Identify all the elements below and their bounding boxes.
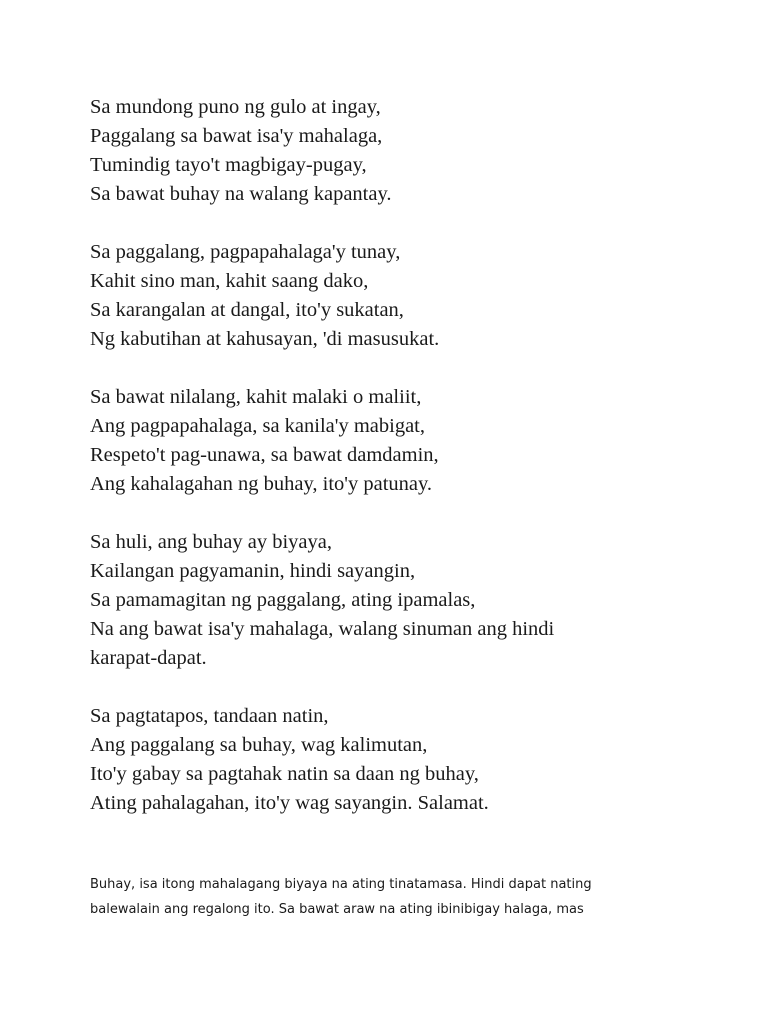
poem-line: Sa mundong puno ng gulo at ingay, xyxy=(90,96,381,118)
prose-paragraph xyxy=(90,872,690,922)
stanza-4 xyxy=(90,528,710,673)
poem-line: Paggalang sa bawat isa'y mahalaga, xyxy=(90,125,383,147)
poem-line: Tumindig tayo't magbigay-pugay, xyxy=(90,154,367,176)
poem-line: Ating pahalagahan, ito'y wag sayangin. Salamat. xyxy=(90,792,489,814)
poem-line: Kailangan pagyamanin, hindi sayangin, xyxy=(90,560,416,582)
poem-line: Ang paggalang sa buhay, wag kalimutan, xyxy=(90,734,428,756)
poem-line: Kahit sino man, kahit saang dako, xyxy=(90,270,369,292)
stanza-2 xyxy=(90,238,710,354)
poem-line: Respeto't pag-unawa, sa bawat damdamin, xyxy=(90,444,439,466)
stanza-3 xyxy=(90,383,710,499)
prose-line: Buhay, isa itong mahalagang biyaya na ating tinatamasa. Hindi dapat nating xyxy=(90,877,592,892)
poem-line: Ng kabutihan at kahusayan, 'di masusukat. xyxy=(90,328,440,350)
poem-line: karapat-dapat. xyxy=(90,647,207,669)
stanza-5 xyxy=(90,702,710,818)
prose-line: balewalain ang regalong ito. Sa bawat araw na ating ibinibigay halaga, mas xyxy=(90,902,584,917)
poem-line: Ito'y gabay sa pagtahak natin sa daan ng buhay, xyxy=(90,763,479,785)
poem-line: Na ang bawat isa'y mahalaga, walang sinuman ang hindi xyxy=(90,618,555,640)
poem-line: Sa karangalan at dangal, ito'y sukatan, xyxy=(90,299,404,321)
poem-line: Sa bawat nilalang, kahit malaki o maliit, xyxy=(90,386,422,408)
poem-line: Ang kahalagahan ng buhay, ito'y patunay. xyxy=(90,473,433,495)
stanza-1 xyxy=(90,93,710,209)
poem-line: Ang pagpapahalaga, sa kanila'y mabigat, xyxy=(90,415,425,437)
poem-line: Sa paggalang, pagpapahalaga'y tunay, xyxy=(90,241,401,263)
poem-line: Sa huli, ang buhay ay biyaya, xyxy=(90,531,332,553)
poem-line: Sa pagtatapos, tandaan natin, xyxy=(90,705,329,727)
poem xyxy=(90,93,710,847)
poem-line: Sa bawat buhay na walang kapantay. xyxy=(90,183,392,205)
poem-line: Sa pamamagitan ng paggalang, ating ipamalas, xyxy=(90,589,476,611)
